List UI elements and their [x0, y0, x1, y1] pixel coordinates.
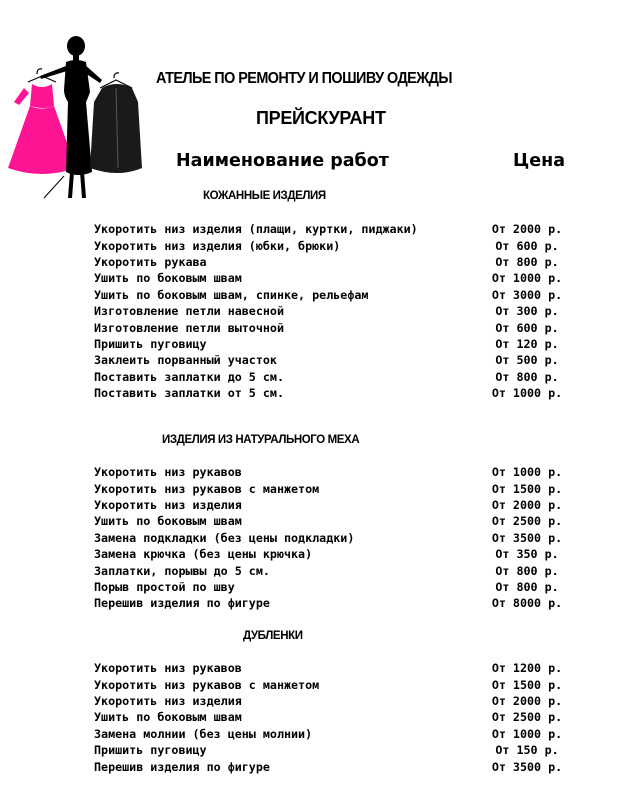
service-name: Замена крючка (без цены крючка) [94, 547, 313, 562]
price-row [94, 352, 564, 368]
service-price: От 1000 р. [491, 726, 563, 741]
price-row [94, 579, 564, 595]
price-list-fur [94, 464, 564, 612]
service-name: Укоротить низ изделия [94, 693, 242, 708]
service-price: От 1500 р. [491, 481, 563, 496]
service-price: От 800 р. [495, 254, 559, 269]
price-row [94, 676, 564, 692]
atelier-logo-illustration [4, 26, 154, 226]
column-header-name: Наименование работ [176, 151, 389, 171]
price-list-leather [94, 221, 564, 401]
service-price: От 120 р. [495, 336, 559, 351]
service-name: Заплатки, порывы до 5 см. [94, 563, 270, 578]
price-row [94, 319, 564, 335]
price-row [94, 303, 564, 319]
price-row [94, 709, 564, 725]
service-name: Ушить по боковым швам [94, 514, 242, 529]
service-price: От 800 р. [495, 369, 559, 384]
service-name: Изготовление петли выточной [94, 320, 284, 335]
price-list-sheepskin [94, 660, 564, 775]
service-price: От 300 р. [495, 304, 559, 319]
price-row [94, 221, 564, 237]
service-price: От 2000 р. [491, 693, 563, 708]
service-name: Поставить заплатки до 5 см. [94, 369, 284, 384]
price-row [94, 270, 564, 286]
price-list-title: ПРЕЙСКУРАНТ [256, 108, 386, 128]
service-name: Ушить по боковым швам [94, 271, 242, 286]
service-name: Перешив изделия по фигуре [94, 759, 270, 774]
service-name: Пришить пуговицу [94, 336, 207, 351]
price-row [94, 660, 564, 676]
service-price: От 2000 р. [491, 222, 563, 237]
price-row [94, 287, 564, 303]
price-row [94, 530, 564, 546]
service-price: От 800 р. [495, 579, 559, 594]
service-name: Пришить пуговицу [94, 743, 207, 758]
service-price: От 150 р. [495, 743, 559, 758]
service-name: Поставить заплатки от 5 см. [94, 386, 284, 401]
service-price: От 2500 р. [491, 514, 563, 529]
service-price: От 3500 р. [491, 530, 563, 545]
service-name: Замена подкладки (без цены подкладки) [94, 530, 355, 545]
service-price: От 3000 р. [491, 287, 563, 302]
service-name: Укоротить низ рукавов [94, 661, 242, 676]
service-name: Укоротить рукава [94, 254, 207, 269]
price-row [94, 336, 564, 352]
price-row [94, 693, 564, 709]
service-name: Замена молнии (без цены молнии) [94, 726, 313, 741]
section-title-fur: ИЗДЕЛИЯ ИЗ НАТУРАЛЬНОГО МЕХА [162, 434, 360, 446]
price-row [94, 254, 564, 270]
price-row [94, 758, 564, 774]
service-name: Ушить по боковым швам, спинке, рельефам [94, 287, 369, 302]
price-row [94, 369, 564, 385]
service-name: Изготовление петли навесной [94, 304, 284, 319]
service-price: От 2000 р. [491, 497, 563, 512]
price-row [94, 595, 564, 611]
atelier-title: АТЕЛЬЕ ПО РЕМОНТУ И ПОШИВУ ОДЕЖДЫ [156, 70, 452, 87]
price-row [94, 497, 564, 513]
price-row [94, 480, 564, 496]
price-row [94, 546, 564, 562]
price-row [94, 513, 564, 529]
service-price: От 800 р. [495, 563, 559, 578]
service-price: От 1500 р. [491, 677, 563, 692]
section-title-leather: КОЖАННЫЕ ИЗДЕЛИЯ [203, 190, 326, 202]
service-price: От 3500 р. [491, 759, 563, 774]
price-row [94, 742, 564, 758]
service-name: Перешив изделия по фигуре [94, 596, 270, 611]
price-row [94, 385, 564, 401]
service-name: Заклеить порванный участок [94, 353, 277, 368]
service-price: От 500 р. [495, 353, 559, 368]
service-price: От 350 р. [495, 547, 559, 562]
service-name: Укоротить низ рукавов [94, 465, 242, 480]
service-name: Укоротить низ изделия [94, 497, 242, 512]
service-price: От 600 р. [495, 238, 559, 253]
coat-on-hanger-icon [90, 73, 142, 173]
price-row [94, 237, 564, 253]
price-row [94, 562, 564, 578]
decorative-line [44, 176, 64, 198]
service-price: От 8000 р. [491, 596, 563, 611]
service-price: От 600 р. [495, 320, 559, 335]
price-row [94, 726, 564, 742]
service-price: От 2500 р. [491, 710, 563, 725]
service-name: Порыв простой по шву [94, 579, 235, 594]
service-name: Укоротить низ рукавов с манжетом [94, 481, 320, 496]
service-price: От 1000 р. [491, 271, 563, 286]
service-price: От 1000 р. [491, 386, 563, 401]
service-price: От 1200 р. [491, 661, 563, 676]
service-price: От 1000 р. [491, 465, 563, 480]
service-name: Ушить по боковым швам [94, 710, 242, 725]
service-name: Укоротить низ изделия (юбки, брюки) [94, 238, 341, 253]
service-name: Укоротить низ изделия (плащи, куртки, пиджаки) [94, 222, 418, 237]
price-row [94, 464, 564, 480]
column-header-price: Цена [513, 151, 566, 171]
service-name: Укоротить низ рукавов с манжетом [94, 677, 320, 692]
section-title-sheepskin: ДУБЛЕНКИ [243, 630, 303, 642]
